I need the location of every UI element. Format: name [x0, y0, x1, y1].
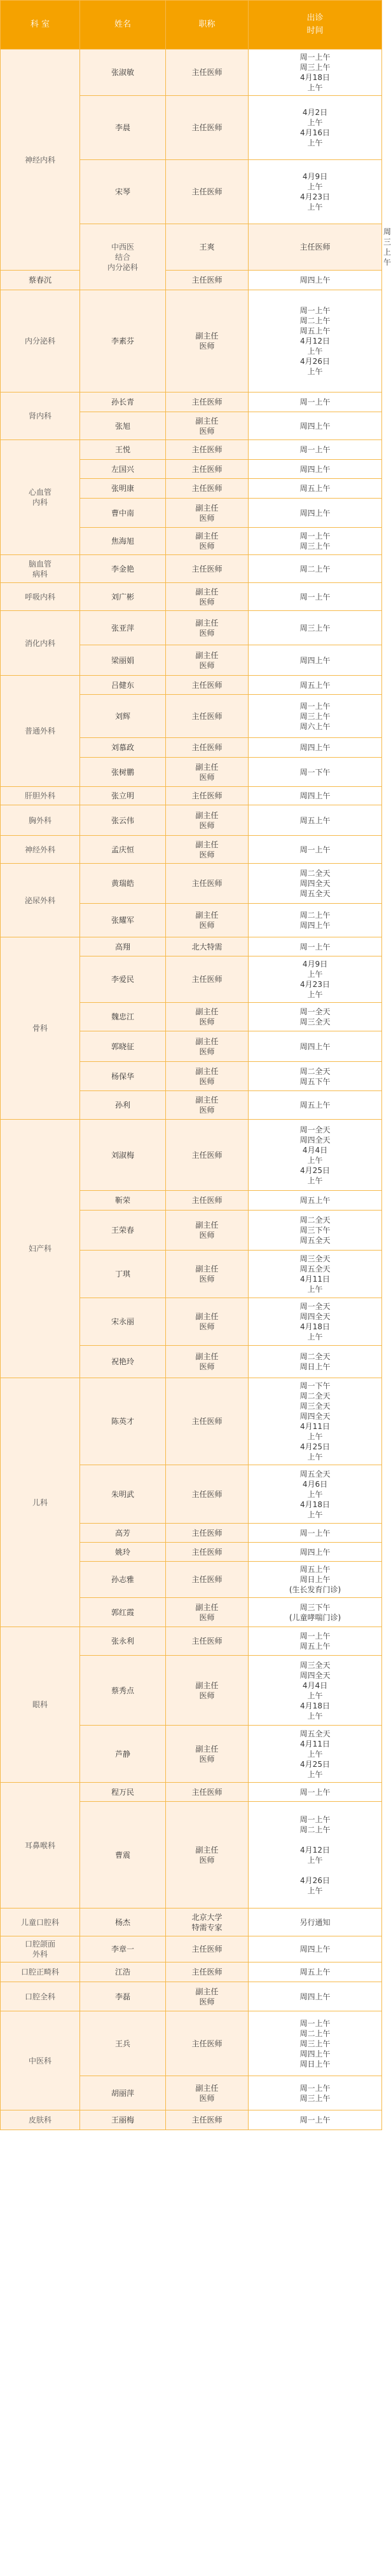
clinic-time-cell: 周二上午 周四上午 [249, 904, 382, 937]
table-row [1, 937, 382, 956]
doctor-name-cell: 吕健东 [80, 676, 166, 695]
doctor-name-cell: 张树鹏 [80, 758, 166, 787]
department-cell: 眼科 [1, 1627, 80, 1783]
department-cell: 泌尿外科 [1, 864, 80, 937]
table-row [1, 440, 382, 460]
doctor-name-cell: 宋永丽 [80, 1298, 166, 1346]
table-row [1, 1962, 382, 1982]
department-cell: 儿科 [1, 1378, 80, 1627]
clinic-time-cell: 周二上午 [249, 555, 382, 583]
doctor-name-cell: 杨保华 [80, 1062, 166, 1091]
department-cell: 妇产科 [1, 1120, 80, 1378]
clinic-time-cell: 周四上午 [249, 1982, 382, 2011]
doctor-name-cell: 李晨 [80, 96, 166, 160]
doctor-title-cell: 主任医师 [249, 224, 382, 271]
table-row [1, 1982, 382, 2011]
doctor-name-cell: 张永利 [80, 1627, 166, 1656]
clinic-time-cell: 周一上午 周三上午 [249, 528, 382, 555]
clinic-time-cell: 周四上午 [249, 1543, 382, 1562]
department-cell: 神经内科 [1, 50, 80, 271]
doctor-title-cell: 副主任 医师 [166, 499, 249, 528]
doctor-title-cell: 主任医师 [166, 1783, 249, 1802]
doctor-name-cell: 孟庆恒 [80, 836, 166, 864]
doctor-title-cell: 主任医师 [166, 555, 249, 583]
doctor-title-cell: 副主任 医师 [166, 645, 249, 676]
clinic-time-cell: 周五上午 [249, 1091, 382, 1120]
doctor-title-cell: 副主任 医师 [166, 1982, 249, 2011]
clinic-time-cell: 周四上午 [249, 787, 382, 805]
clinic-time-cell: 周五全天 4月6日 上午 4月18日 上午 [249, 1465, 382, 1524]
clinic-time-cell: 周四上午 [249, 460, 382, 479]
doctor-name-cell: 蔡春沉 [1, 271, 80, 290]
clinic-time-cell: 周四上午 [249, 1031, 382, 1062]
doctor-title-cell: 副主任 医师 [166, 1346, 249, 1378]
doctor-title-cell: 副主任 医师 [166, 583, 249, 611]
clinic-time-cell: 周一全天 周三全天 [249, 1003, 382, 1031]
doctor-name-cell: 张淑敏 [80, 50, 166, 96]
clinic-time-cell: 周二全天 周五下午 [249, 1062, 382, 1091]
table-row [1, 1378, 382, 1465]
doctor-name-cell: 蔡秀点 [80, 1656, 166, 1726]
department-cell: 耳鼻喉科 [1, 1783, 80, 1909]
table-row [1, 583, 382, 611]
doctor-title-cell: 副主任 医师 [166, 1251, 249, 1298]
header-title: 职称 [166, 1, 249, 50]
clinic-time-cell: 周二全天 周三下午 周五全天 [249, 1211, 382, 1251]
doctor-name-cell: 宋琴 [80, 160, 166, 224]
department-cell: 儿童口腔科 [1, 1909, 80, 1936]
doctor-title-cell: 副主任 医师 [166, 1003, 249, 1031]
doctor-name-cell: 祝艳玲 [80, 1346, 166, 1378]
doctor-name-cell: 李金艳 [80, 555, 166, 583]
table-row [1, 1936, 382, 1962]
doctor-name-cell: 郭晓征 [80, 1031, 166, 1062]
doctor-title-cell: 主任医师 [166, 1562, 249, 1598]
table-row [1, 2011, 382, 2076]
doctor-title-cell: 副主任 医师 [166, 1062, 249, 1091]
table-row [1, 271, 382, 290]
department-cell: 呼吸内科 [1, 583, 80, 611]
doctor-title-cell: 主任医师 [166, 956, 249, 1003]
table-row [1, 836, 382, 864]
doctor-title-cell: 副主任 医师 [166, 2076, 249, 2110]
table-row [1, 50, 382, 96]
table-row [1, 1909, 382, 1936]
doctor-name-cell: 刘淑梅 [80, 1120, 166, 1191]
doctor-name-cell: 王兵 [80, 2011, 166, 2076]
table-row: 中西医 结合 内分泌科 王爽 主任医师 周三上午 [1, 224, 382, 271]
header-clinic-time: 出诊 时间 [249, 1, 382, 50]
clinic-time-cell: 周五上午 [249, 676, 382, 695]
clinic-time-cell: 周二全天 周日上午 [249, 1346, 382, 1378]
clinic-time-cell: 周四上午 [249, 412, 382, 440]
clinic-time-cell: 周一上午 周二上午 周五上午 4月12日 上午 4月26日 上午 [249, 290, 382, 392]
doctor-title-cell: 主任医师 [166, 1936, 249, 1962]
doctor-title-cell: 主任医师 [166, 160, 249, 224]
doctor-title-cell: 副主任 医师 [166, 528, 249, 555]
department-cell: 口腔全科 [1, 1982, 80, 2011]
clinic-time-cell: 周一上午 周三上午 4月18日 上午 [249, 50, 382, 96]
doctor-name-cell: 刘慕政 [80, 738, 166, 758]
doctor-name-cell: 王爽 [166, 224, 249, 271]
clinic-time-cell: 周一全天 周四全天 4月18日 上午 [249, 1298, 382, 1346]
doctor-title-cell: 主任医师 [166, 1378, 249, 1465]
clinic-time-cell: 周一上午 周五上午 [249, 1627, 382, 1656]
doctor-name-cell: 李磊 [80, 1982, 166, 2011]
clinic-time-cell: 周一上午 [249, 1783, 382, 1802]
doctor-title-cell: 副主任 医师 [166, 904, 249, 937]
doctor-name-cell: 左国兴 [80, 460, 166, 479]
doctor-name-cell: 孙志雅 [80, 1562, 166, 1598]
table-row [1, 676, 382, 695]
clinic-time-cell: 周五上午 [249, 479, 382, 499]
department-cell: 普通外科 [1, 676, 80, 787]
doctor-title-cell: 主任医师 [166, 864, 249, 904]
doctor-name-cell: 孙长青 [80, 392, 166, 412]
clinic-time-cell: 周一全天 周四全天 4月4日 上午 4月25日 上午 [249, 1120, 382, 1191]
clinic-time-cell: 周一上午 周三上午 [249, 2076, 382, 2110]
doctor-name-cell: 黄瑞皓 [80, 864, 166, 904]
doctor-name-cell: 王丽梅 [80, 2110, 166, 2130]
doctor-title-cell: 主任医师 [166, 392, 249, 412]
doctor-title-cell: 主任医师 [166, 2110, 249, 2130]
doctor-name-cell: 朱明武 [80, 1465, 166, 1524]
doctor-name-cell: 曹震 [80, 1802, 166, 1909]
clinic-time-cell: 周五上午 周日上午 (生长发育门诊) [249, 1562, 382, 1598]
table-row [1, 290, 382, 392]
clinic-time-cell: 周一上午 周二上午 4月12日 上午 4月26日 上午 [249, 1802, 382, 1909]
clinic-time-cell: 周五上午 [249, 1191, 382, 1211]
doctor-name-cell: 张亚萍 [80, 611, 166, 645]
table-row [1, 392, 382, 412]
header-doctor-name: 姓名 [80, 1, 166, 50]
doctor-title-cell: 主任医师 [166, 96, 249, 160]
doctor-name-cell: 杨杰 [80, 1909, 166, 1936]
doctor-name-cell: 魏忠江 [80, 1003, 166, 1031]
clinic-time-cell: 周二全天 周四全天 周五全天 [249, 864, 382, 904]
clinic-time-cell: 周三全天 周四全天 4月4日 上午 4月18日 上午 [249, 1656, 382, 1726]
clinic-time-cell: 周四上午 [249, 271, 382, 290]
doctor-title-cell: 副主任 医师 [166, 1656, 249, 1726]
table-row [1, 1627, 382, 1656]
doctor-title-cell: 副主任 医师 [166, 1298, 249, 1346]
doctor-name-cell: 焦海旭 [80, 528, 166, 555]
doctor-name-cell: 孙利 [80, 1091, 166, 1120]
table-row [1, 555, 382, 583]
doctor-title-cell: 北大特需 [166, 937, 249, 956]
doctor-title-cell: 主任医师 [166, 50, 249, 96]
doctor-name-cell: 张旭 [80, 412, 166, 440]
doctor-title-cell: 副主任 医师 [166, 290, 249, 392]
doctor-name-cell: 高翔 [80, 937, 166, 956]
clinic-time-cell: 另行通知 [249, 1909, 382, 1936]
doctor-name-cell: 张立明 [80, 787, 166, 805]
doctor-name-cell: 李素芬 [80, 290, 166, 392]
doctor-title-cell: 主任医师 [166, 460, 249, 479]
table-row [1, 1120, 382, 1191]
doctor-name-cell: 张云伟 [80, 805, 166, 836]
table-row [1, 1783, 382, 1802]
department-cell: 口腔颌面 外科 [1, 1936, 80, 1962]
department-cell: 心血管 内科 [1, 440, 80, 555]
doctor-title-cell: 主任医师 [166, 1627, 249, 1656]
doctor-title-cell: 主任医师 [166, 676, 249, 695]
doctor-name-cell: 张耀军 [80, 904, 166, 937]
doctor-name-cell: 姚玲 [80, 1543, 166, 1562]
table-row [1, 864, 382, 904]
doctor-name-cell: 陈英才 [80, 1378, 166, 1465]
clinic-time-cell: 周一下午 周二全天 周三全天 周四全天 4月11日 上午 4月25日 上午 [249, 1378, 382, 1465]
doctor-name-cell: 江浩 [80, 1962, 166, 1982]
doctor-name-cell: 张明康 [80, 479, 166, 499]
clinic-time-cell: 周一上午 [249, 583, 382, 611]
clinic-time-cell: 周一上午 周二上午 周三上午 周四上午 周日上午 [249, 2011, 382, 2076]
doctor-name-cell: 刘辉 [80, 695, 166, 738]
clinic-time-cell: 周一上午 [249, 836, 382, 864]
doctor-title-cell: 副主任 医师 [166, 412, 249, 440]
doctor-title-cell: 副主任 医师 [166, 611, 249, 645]
department-cell: 肾内科 [1, 392, 80, 440]
doctor-title-cell: 副主任 医师 [166, 836, 249, 864]
clinic-time-cell: 周四上午 [249, 1936, 382, 1962]
department-cell: 脑血管 病科 [1, 555, 80, 583]
clinic-time-cell: 4月9日 上午 4月23日 上午 [249, 160, 382, 224]
doctor-name-cell: 刘广彬 [80, 583, 166, 611]
doctor-name-cell: 王悦 [80, 440, 166, 460]
clinic-time-cell: 周四上午 [249, 645, 382, 676]
doctor-title-cell: 主任医师 [166, 440, 249, 460]
doctor-name-cell: 李章一 [80, 1936, 166, 1962]
clinic-time-cell: 周五上午 [249, 1962, 382, 1982]
doctor-name-cell: 梁丽娟 [80, 645, 166, 676]
doctor-title-cell: 副主任 医师 [166, 1091, 249, 1120]
doctor-title-cell: 副主任 医师 [166, 805, 249, 836]
header-department: 科 室 [1, 1, 80, 50]
doctor-title-cell: 副主任 医师 [166, 1031, 249, 1062]
department-cell: 骨科 [1, 937, 80, 1120]
doctor-title-cell: 主任医师 [166, 1543, 249, 1562]
clinic-time-cell: 周一上午 [249, 937, 382, 956]
doctor-title-cell: 副主任 医师 [166, 758, 249, 787]
table-row [1, 805, 382, 836]
doctor-title-cell: 副主任 医师 [166, 1802, 249, 1909]
table-row [1, 2110, 382, 2130]
doctor-title-cell: 副主任 医师 [166, 1598, 249, 1627]
doctor-name-cell: 王荣春 [80, 1211, 166, 1251]
doctor-title-cell: 主任医师 [166, 1524, 249, 1543]
doctor-title-cell: 主任医师 [166, 1191, 249, 1211]
doctor-title-cell: 主任医师 [166, 2011, 249, 2076]
department-cell: 消化内科 [1, 611, 80, 676]
clinic-time-cell: 周一上午 [249, 1524, 382, 1543]
doctor-name-cell: 高芳 [80, 1524, 166, 1543]
department-cell: 口腔正畸科 [1, 1962, 80, 1982]
clinic-time-cell: 4月9日 上午 4月23日 上午 [249, 956, 382, 1003]
doctor-title-cell: 主任医师 [166, 738, 249, 758]
department-cell: 神经外科 [1, 836, 80, 864]
doctor-title-cell: 副主任 医师 [166, 1211, 249, 1251]
doctor-title-cell: 主任医师 [166, 695, 249, 738]
clinic-time-cell: 周三上午 [249, 611, 382, 645]
schedule-body [1, 50, 391, 2130]
department-cell: 内分泌科 [1, 290, 80, 392]
doctor-title-cell: 主任医师 [166, 1465, 249, 1524]
department-cell: 胸外科 [1, 805, 80, 836]
clinic-time-cell: 周五全天 4月11日 上午 4月25日 上午 [249, 1726, 382, 1783]
clinic-time-cell: 周一上午 [249, 392, 382, 412]
doctor-name-cell: 李爱民 [80, 956, 166, 1003]
doctor-name-cell: 郭红霞 [80, 1598, 166, 1627]
table-row [1, 611, 382, 645]
department-cell: 肝胆外科 [1, 787, 80, 805]
doctor-name-cell: 程万民 [80, 1783, 166, 1802]
doctor-title-cell: 副主任 医师 [166, 1726, 249, 1783]
clinic-time-cell: 周一上午 [249, 2110, 382, 2130]
department-cell: 皮肤科 [1, 2110, 80, 2130]
department-cell: 中医科 [1, 2011, 80, 2110]
clinic-time-cell: 周四上午 [249, 738, 382, 758]
doctor-title-cell: 主任医师 [166, 479, 249, 499]
doctor-title-cell: 北京大学 特需专家 [166, 1909, 249, 1936]
doctor-name-cell: 丁琪 [80, 1251, 166, 1298]
clinic-time-cell: 周三下午 (儿童哮喘门诊) [249, 1598, 382, 1627]
doctor-name-cell: 曹中南 [80, 499, 166, 528]
doctor-name-cell: 芦静 [80, 1726, 166, 1783]
doctor-title-cell: 主任医师 [166, 1120, 249, 1191]
doctor-name-cell: 靳荣 [80, 1191, 166, 1211]
clinic-time-cell: 周五上午 [249, 805, 382, 836]
clinic-time-cell: 周三全天 周五全天 4月11日 上午 [249, 1251, 382, 1298]
doctor-title-cell: 主任医师 [166, 271, 249, 290]
doctor-name-cell: 胡丽萍 [80, 2076, 166, 2110]
clinic-time-cell: 周四上午 [249, 499, 382, 528]
header-row [1, 1, 382, 50]
table-row [1, 787, 382, 805]
doctor-title-cell: 主任医师 [166, 787, 249, 805]
doctor-title-cell: 主任医师 [166, 1962, 249, 1982]
clinic-time-cell: 周一上午 周三上午 周六上午 [249, 695, 382, 738]
clinic-time-cell: 周一上午 [249, 440, 382, 460]
department-cell: 中西医 结合 内分泌科 [80, 224, 166, 290]
clinic-time-cell: 4月2日 上午 4月16日 上午 [249, 96, 382, 160]
clinic-time-cell: 周一下午 [249, 758, 382, 787]
